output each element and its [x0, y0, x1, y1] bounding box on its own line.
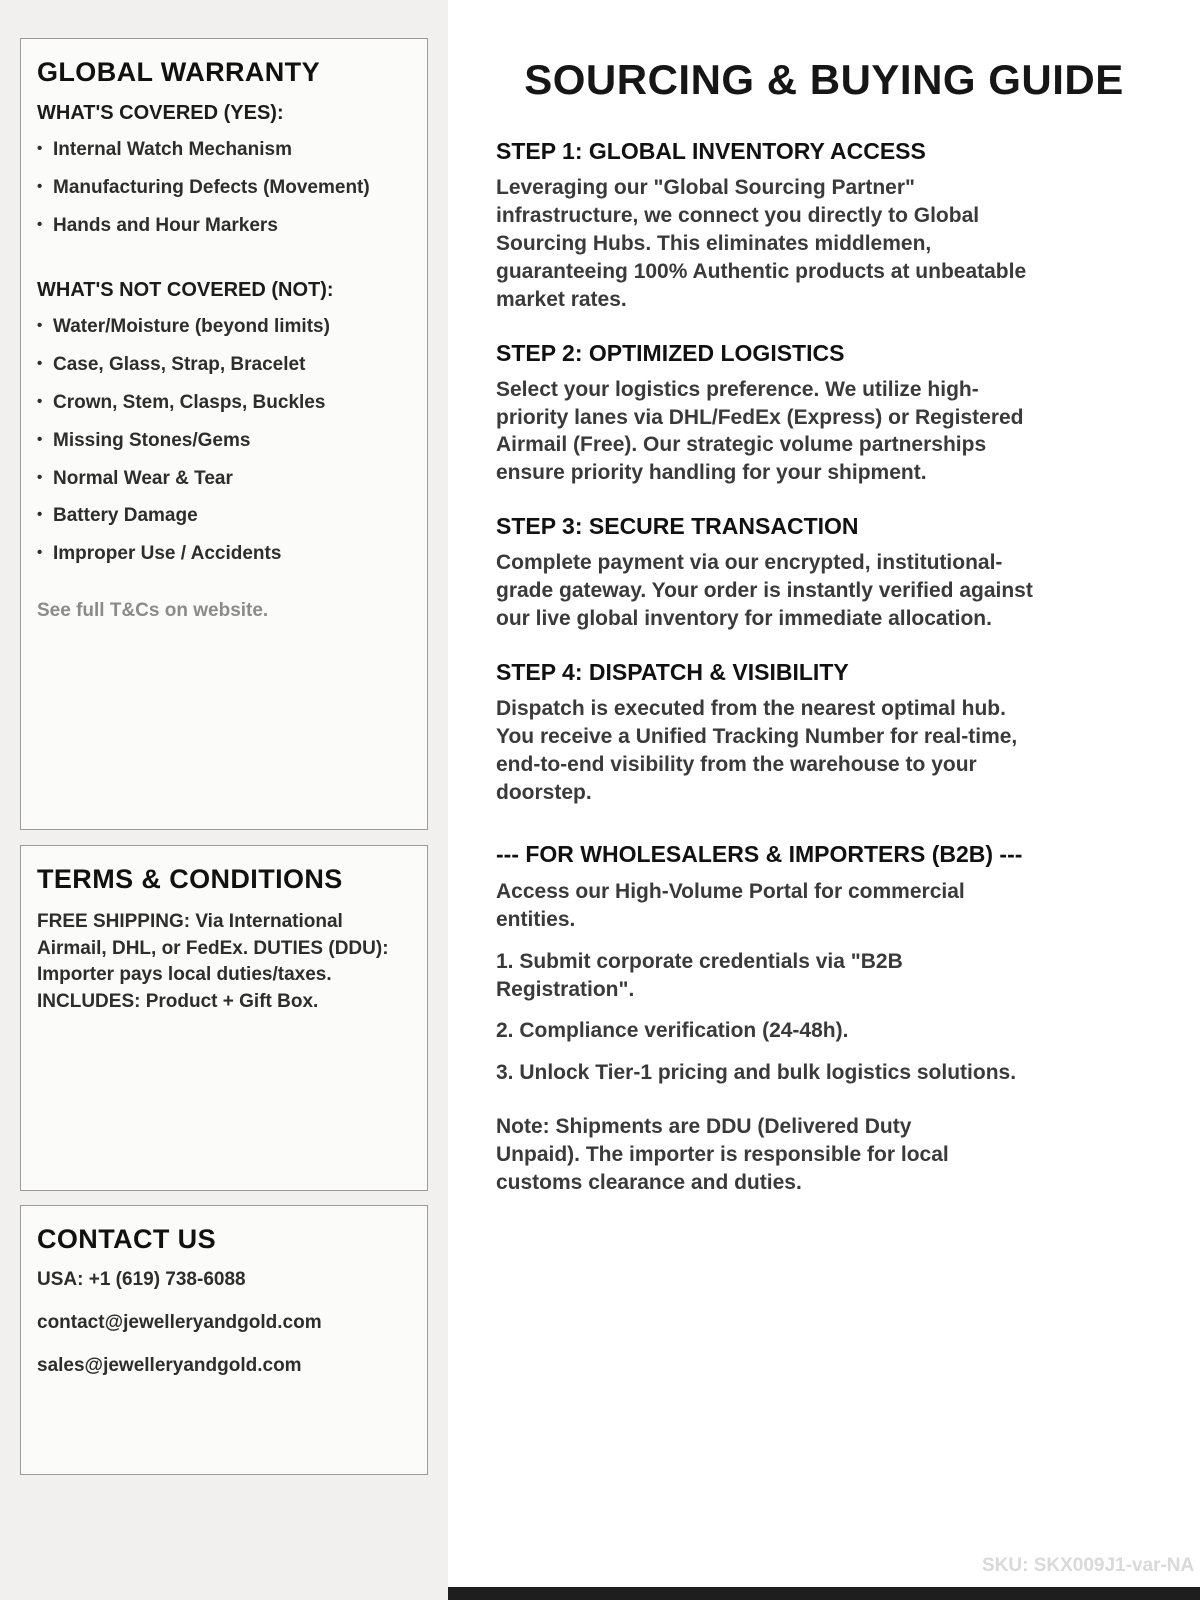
- covered-list: [37, 139, 411, 237]
- not-covered-item: • Case, Glass, Strap, Bracelet: [37, 354, 411, 377]
- step-body: Complete payment via our encrypted, institutional-grade gateway. Your order is instantly verified against our live global inventory for immediate allocation.: [496, 551, 1033, 631]
- step-body: Dispatch is executed from the nearest optimal hub. You receive a Unified Tracking Number for real-time, end-to-end visibility from the warehouse to your doorstep.: [496, 697, 1018, 804]
- step-heading: STEP 2: OPTIMIZED LOGISTICS: [496, 339, 845, 366]
- not-covered-item: • Improper Use / Accidents: [37, 543, 411, 566]
- b2b-heading: --- FOR WHOLESALERS & IMPORTERS (B2B) ---: [496, 840, 1023, 867]
- contact-title: CONTACT US: [37, 1224, 216, 1254]
- b2b-item: 3. Unlock Tier-1 pricing and bulk logistics solutions.: [496, 1061, 1017, 1085]
- b2b-intro: Access our High-Volume Portal for commercial entities.: [496, 879, 965, 931]
- sidebar: [0, 0, 448, 1600]
- contact-email-primary: contact@jewelleryandgold.com: [37, 1312, 322, 1333]
- not-covered-heading: WHAT'S NOT COVERED (NOT):: [37, 279, 334, 302]
- covered-item: • Internal Watch Mechanism: [37, 139, 411, 162]
- terms-title: TERMS & CONDITIONS: [37, 864, 343, 894]
- contact-email-sales: sales@jewelleryandgold.com: [37, 1355, 302, 1376]
- not-covered-item: • Normal Wear & Tear: [37, 468, 411, 491]
- warranty-title: GLOBAL WARRANTY: [37, 57, 320, 87]
- page-title: SOURCING & BUYING GUIDE: [524, 56, 1124, 103]
- b2b-note: Note: Shipments are DDU (Delivered Duty Unpaid). The importer is responsible for local customs clearance and duties.: [496, 1115, 949, 1195]
- warranty-footnote: See full T&Cs on website.: [37, 599, 269, 621]
- covered-item: • Hands and Hour Markers: [37, 215, 411, 238]
- contact-box: [20, 1205, 428, 1475]
- footer-bar: [448, 1587, 1200, 1600]
- warranty-box: [20, 38, 428, 830]
- not-covered-list: [37, 316, 411, 566]
- contact-phone: USA: +1 (619) 738-6088: [37, 1269, 246, 1290]
- terms-body: FREE SHIPPING: Via International Airmail, DHL, or FedEx. DUTIES (DDU): Importer pays local duties/taxes. INCLUDES: Product + Gift Box.: [37, 911, 389, 1012]
- not-covered-item: • Crown, Stem, Clasps, Buckles: [37, 392, 411, 415]
- step-heading: STEP 1: GLOBAL INVENTORY ACCESS: [496, 138, 926, 164]
- b2b-item: 1. Submit corporate credentials via "B2B Registration".: [496, 949, 903, 1001]
- step-heading: STEP 4: DISPATCH & VISIBILITY: [496, 659, 849, 686]
- step-heading: STEP 3: SECURE TRANSACTION: [496, 513, 859, 540]
- step-section-4: [496, 659, 1152, 807]
- step-section-1: [496, 138, 1152, 314]
- sku-label: SKU: SKX009J1-var-NA: [982, 1555, 1195, 1576]
- covered-item: • Manufacturing Defects (Movement): [37, 177, 411, 200]
- not-covered-item: • Battery Damage: [37, 505, 411, 528]
- covered-heading: WHAT'S COVERED (YES):: [37, 102, 284, 124]
- step-section-2: [496, 340, 1152, 488]
- step-body: Select your logistics preference. We utilize high-priority lanes via DHL/FedEx (Express) or Registered Airmail (Free). Our strategic volume partnerships ensure priority handling for your shipment.: [496, 377, 1024, 485]
- main-content: [448, 0, 1200, 1600]
- b2b-item: 2. Compliance verification (24-48h).: [496, 1019, 849, 1043]
- terms-box: [20, 845, 428, 1191]
- step-section-3: [496, 513, 1152, 633]
- step-body: Leveraging our "Global Sourcing Partner" infrastructure, we connect you directly to Global Sourcing Hubs. This eliminates middlemen, guaranteeing 100% Authentic products at unbeatable market rates.: [496, 176, 1027, 311]
- not-covered-item: • Missing Stones/Gems: [37, 430, 411, 453]
- b2b-list: [496, 948, 1152, 1088]
- not-covered-item: • Water/Moisture (beyond limits): [37, 316, 411, 339]
